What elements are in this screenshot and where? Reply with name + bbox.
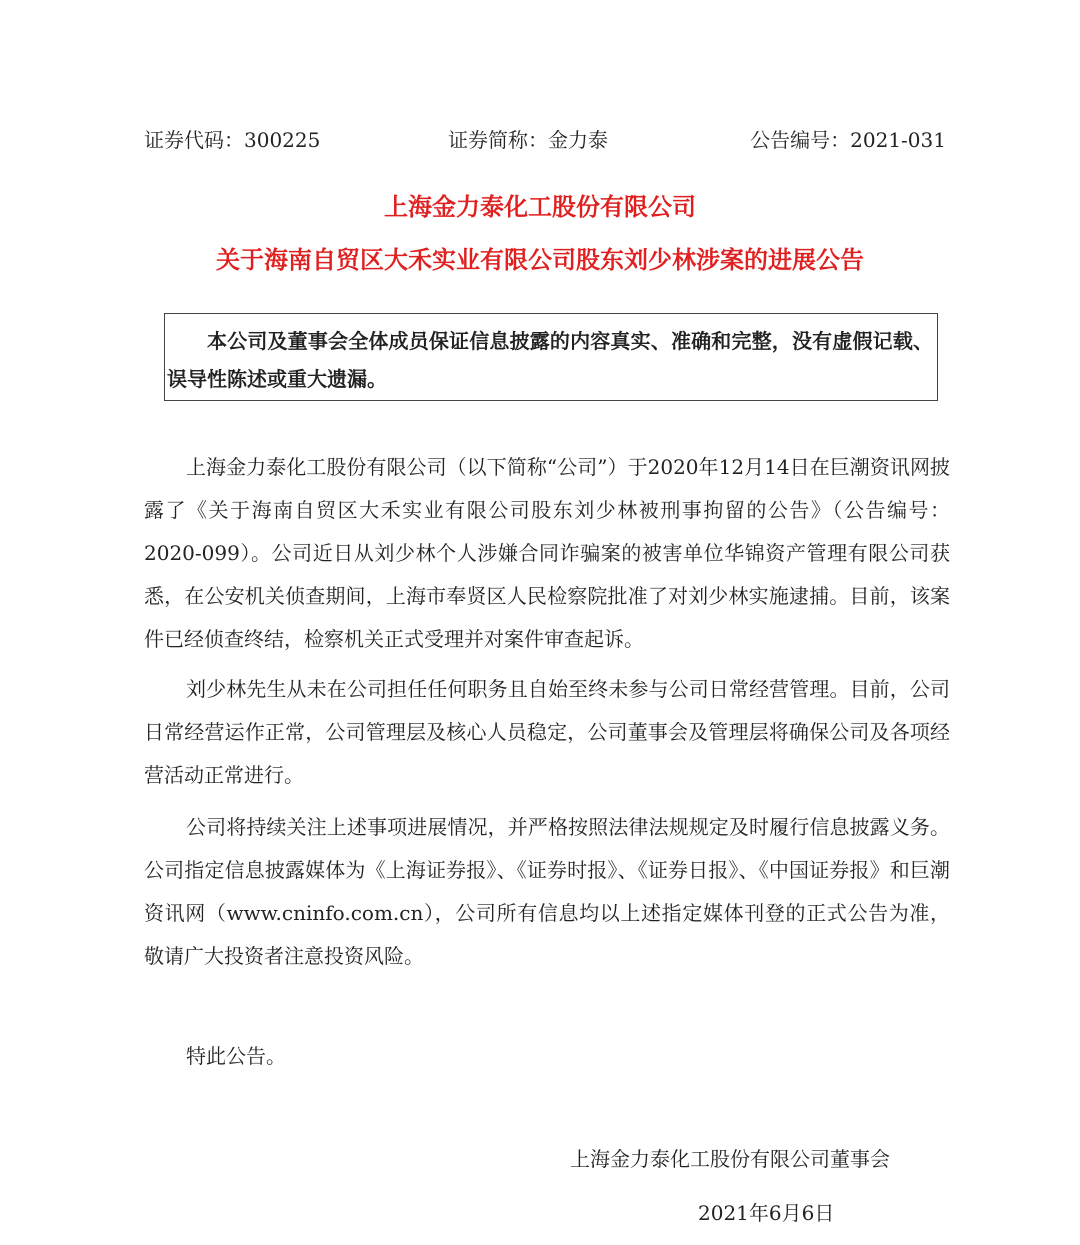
announcement-title: 关于海南自贸区大禾实业有限公司股东刘少林涉案的进展公告 (216, 246, 864, 274)
closing-statement: 特此公告。 (186, 1044, 286, 1068)
security-code: 证券代码：300225 (144, 128, 321, 152)
board-signature: 上海金力泰化工股份有限公司董事会 (570, 1147, 890, 1171)
body-paragraph-2: 刘少林先生从未在公司担任任何职务且自始至终未参与公司日常经营管理。目前，公司日常经营运作正常，公司管理层及核心人员稳定，公司董事会及管理层将确保公司及各项经营活动正常进行。 (144, 677, 950, 787)
announcement-date: 2021年6月6日 (698, 1201, 835, 1225)
disclosure-notice-box: 本公司及董事会全体成员保证信息披露的内容真实、准确和完整，没有虚假记载、误导性陈述或重大遗漏。 (164, 313, 938, 401)
body-paragraph-3: 公司将持续关注上述事项进展情况，并严格按照法律法规规定及时履行信息披露义务。公司指定信息披露媒体为《上海证券报》、《证券时报》、《证券日报》、《中国证券报》和巨潮资讯网（www.cninfo.com.cn），公司所有信息均以上述指定媒体刊登的正式公告为准，敬请广大投资者注意投资风险。 (144, 815, 950, 968)
security-name: 证券简称：金力泰 (448, 128, 608, 152)
announcement-number: 公告编号：2021-031 (750, 128, 946, 152)
document-header (144, 124, 946, 156)
company-title: 上海金力泰化工股份有限公司 (384, 193, 696, 221)
body-paragraph-1: 上海金力泰化工股份有限公司（以下简称“公司”）于2020年12月14日在巨潮资讯网披露了《关于海南自贸区大禾实业有限公司股东刘少林被刑事拘留的公告》（公告编号：2020-099）。公司近日从刘少林个人涉嫌合同诈骗案的被害单位华锦资产管理有限公司获悉，在公安机关侦查期间，上海市奉贤区人民检察院批准了对刘少林实施逮捕。目前，该案件已经侦查终结，检察机关正式受理并对案件审查起诉。 (144, 455, 950, 651)
